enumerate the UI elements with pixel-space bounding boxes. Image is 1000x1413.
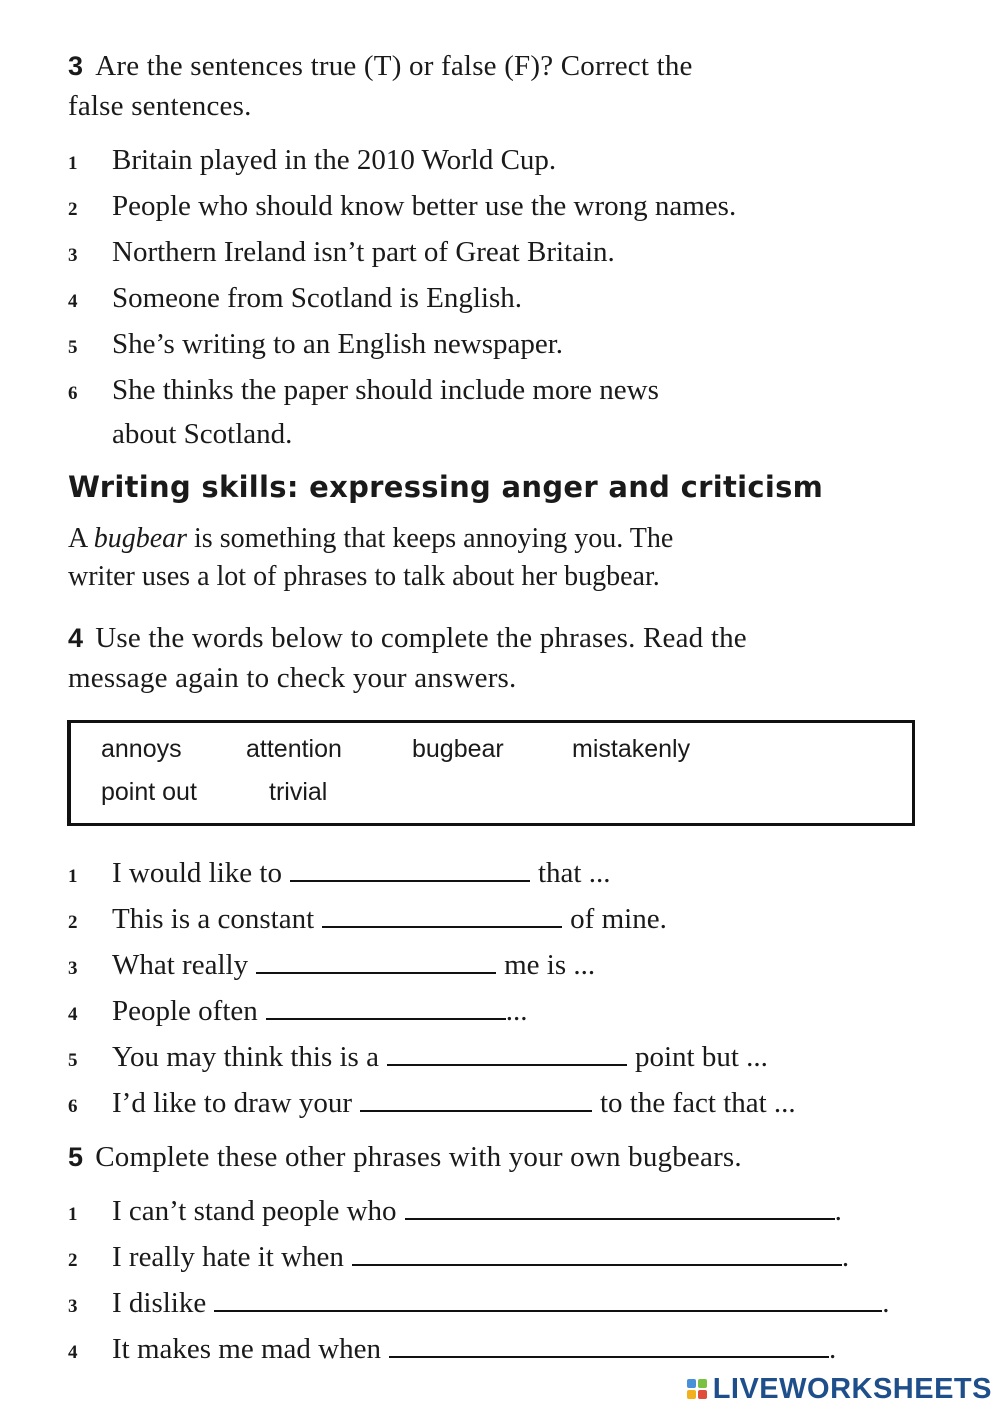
item-text-before: I’d like to draw your [112, 1087, 352, 1119]
answer-blank[interactable] [405, 1196, 835, 1220]
exercise-5-instruction: Complete these other phrases with your own bugbears. [95, 1141, 742, 1173]
intro-term: bugbear [93, 523, 188, 554]
liveworksheets-logo-icon [687, 1379, 707, 1399]
ex4-item-2 [68, 899, 667, 943]
item-text: Britain played in the 2010 World Cup. [112, 144, 557, 176]
exercise-3-instruction-line1: Are the sentences true (T) or false (F)? Correct the [95, 50, 693, 82]
liveworksheets-brand-text: LIVEWORKSHEETS [712, 1372, 992, 1405]
item-text: Northern Ireland isn’t part of Great Britain. [112, 236, 615, 268]
word-mistakenly: mistakenly [572, 735, 691, 763]
item-number: 3 [68, 958, 78, 979]
item-number: 1 [68, 1204, 78, 1225]
ex3-item-5 [68, 324, 563, 368]
answer-blank[interactable] [389, 1334, 829, 1358]
item-text-before: I really hate it when [112, 1241, 344, 1273]
item-text-after: to the fact that ... [600, 1087, 796, 1119]
exercise-5-number: 5 [68, 1142, 84, 1172]
item-number: 5 [68, 337, 78, 358]
item-text: She thinks the paper should include more news [112, 374, 659, 406]
ex5-item-1 [68, 1191, 842, 1235]
ex3-item-1 [68, 140, 556, 184]
intro-line2: writer uses a lot of phrases to talk about her bugbear. [68, 561, 660, 592]
ex4-item-3 [68, 945, 595, 989]
answer-blank[interactable] [266, 996, 506, 1020]
answer-blank[interactable] [214, 1288, 882, 1312]
item-text-continued: about Scotland. [112, 418, 293, 450]
item-number: 3 [68, 1296, 78, 1317]
item-text-before: I can’t stand people who [112, 1195, 397, 1227]
intro-rest: is something that keeps annoying you. The [194, 523, 674, 554]
intro-article: A [68, 523, 87, 554]
item-number: 2 [68, 199, 78, 220]
word-box [67, 720, 915, 826]
writing-skills-intro [68, 520, 948, 596]
item-number: 5 [68, 1050, 78, 1071]
item-text-after: me is ... [504, 949, 596, 981]
item-text-before: What really [112, 949, 249, 981]
item-number: 1 [68, 866, 78, 887]
ex4-item-5 [68, 1037, 768, 1081]
answer-blank[interactable] [352, 1242, 842, 1266]
item-text-before: I dislike [112, 1287, 207, 1319]
item-text-after: . [882, 1287, 890, 1319]
ex5-item-2 [68, 1237, 849, 1281]
item-number: 6 [68, 1096, 78, 1117]
answer-blank[interactable] [387, 1042, 627, 1066]
item-number: 3 [68, 245, 78, 266]
word-annoys: annoys [101, 735, 182, 763]
exercise-3-number: 3 [68, 51, 84, 81]
item-text-after: . [841, 1241, 850, 1273]
word-attention: attention [246, 735, 342, 763]
writing-skills-title: Writing skills: expressing anger and criticism [68, 470, 824, 504]
answer-blank[interactable] [322, 904, 562, 928]
liveworksheets-logo[interactable] [687, 1371, 992, 1407]
item-text: She’s writing to an English newspaper. [112, 328, 564, 360]
exercise-4-heading [68, 618, 928, 698]
item-number: 1 [68, 153, 78, 174]
item-text-after: that ... [537, 857, 611, 889]
ex5-item-4 [68, 1329, 836, 1373]
exercise-4-instruction-line2: message again to check your answers. [68, 662, 517, 694]
ex3-item-4 [68, 278, 522, 322]
item-text-before: This is a constant [112, 903, 315, 935]
item-number: 4 [68, 1004, 78, 1025]
answer-blank[interactable] [256, 950, 496, 974]
exercise-5-heading [68, 1137, 928, 1177]
answer-blank[interactable] [360, 1088, 592, 1112]
ex3-item-6 [68, 370, 659, 454]
item-text-before: People often [112, 995, 258, 1027]
item-text-after: point but ... [634, 1041, 768, 1073]
answer-blank[interactable] [290, 858, 530, 882]
ex5-item-3 [68, 1283, 890, 1327]
item-text-after: . [834, 1195, 842, 1227]
exercise-3-heading [68, 46, 928, 126]
item-text-before: I would like to [112, 857, 282, 889]
word-point-out: point out [101, 778, 197, 806]
item-number: 2 [68, 912, 78, 933]
item-number: 4 [68, 291, 78, 312]
item-number: 4 [68, 1342, 78, 1363]
item-text-after: of mine. [570, 903, 667, 935]
ex3-item-3 [68, 232, 615, 276]
item-text: People who should know better use the wrong names. [112, 190, 737, 222]
ex4-item-6 [68, 1083, 796, 1127]
exercise-4-instruction-line1: Use the words below to complete the phrases. Read the [95, 622, 747, 654]
ex4-item-1 [68, 853, 610, 897]
item-number: 6 [68, 383, 78, 404]
item-text-before: You may think this is a [112, 1041, 379, 1073]
exercise-4-number: 4 [68, 623, 84, 653]
ex3-item-2 [68, 186, 736, 230]
item-text-before: It makes me mad when [112, 1333, 381, 1365]
word-trivial: trivial [269, 778, 328, 806]
exercise-3-instruction-line2: false sentences. [68, 90, 252, 122]
item-number: 2 [68, 1250, 78, 1271]
item-text-after: ... [505, 995, 528, 1027]
item-text: Someone from Scotland is English. [112, 282, 522, 314]
ex4-item-4 [68, 991, 528, 1035]
word-bugbear: bugbear [412, 735, 504, 763]
item-text-after: . [828, 1333, 837, 1365]
